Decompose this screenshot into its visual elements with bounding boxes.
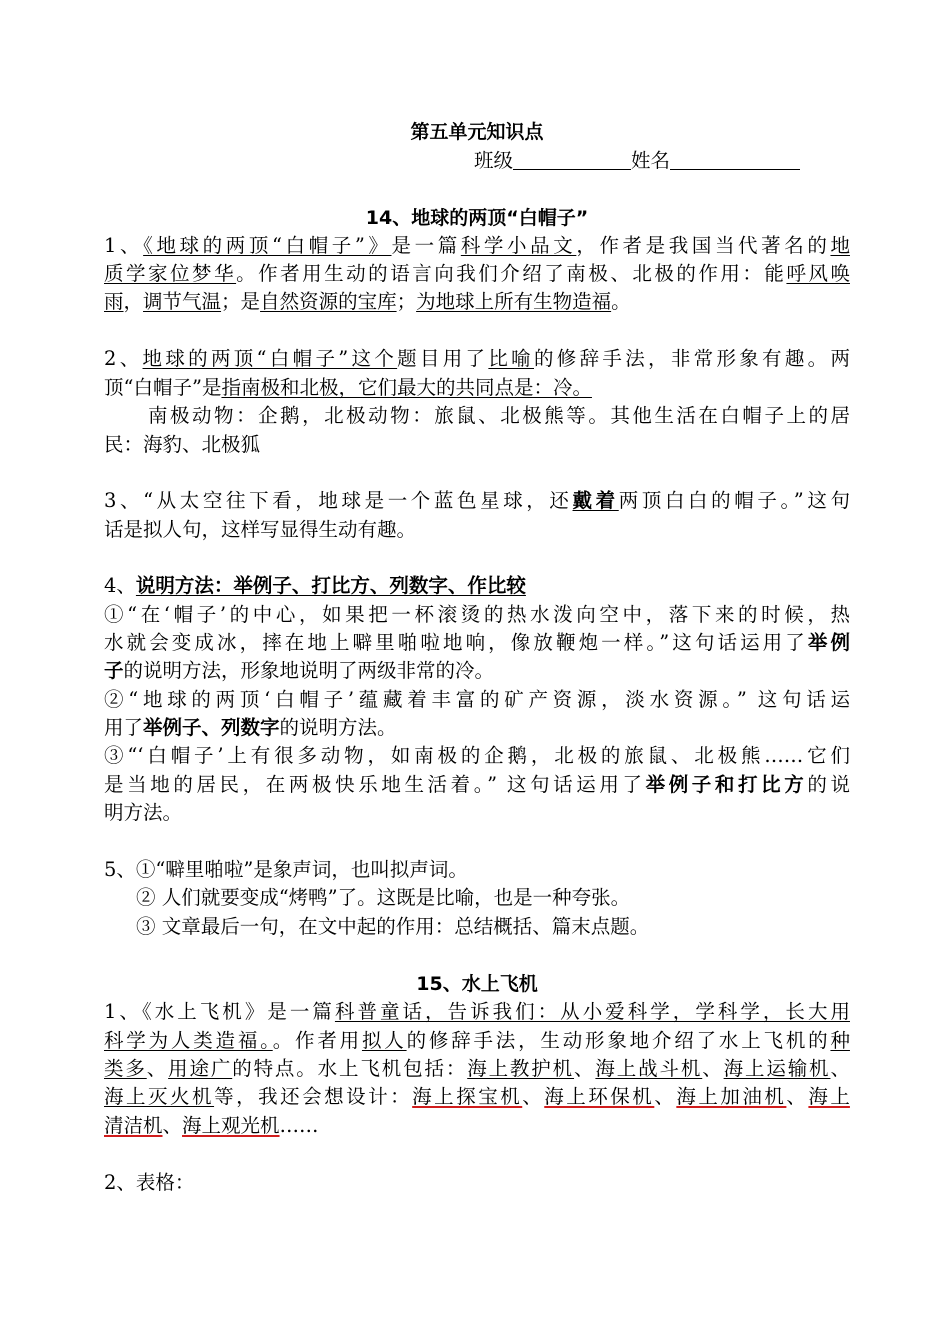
name-blank[interactable] xyxy=(670,149,800,170)
page-title: 第五单元知识点 xyxy=(410,121,544,143)
l14-p5-line3: ③ 文章最后一句，在文中起的作用：总结概括、篇末点题。 xyxy=(136,915,650,938)
name-label: 姓名 xyxy=(631,149,671,172)
l14-p5-line1: 5、①“噼里啪啦”是象声词，也叫拟声词。 xyxy=(104,858,468,881)
l14-p2-line3: 南极动物：企鹅，北极动物：旅鼠、北极熊等。其他生活在白帽子上的居 xyxy=(148,404,850,427)
l15-p1-line3: 类多、用途广的特点。水上飞机包括：海上教护机、海上战斗机、海上运输机、 xyxy=(104,1057,850,1080)
l14-p4-ex3-line3: 明方法。 xyxy=(104,801,183,824)
l15-p2: 2、表格： xyxy=(104,1171,195,1194)
l14-p1-line3: 雨，调节气温；是自然资源的宝库；为地球上所有生物造福。 xyxy=(104,290,631,313)
lesson-14-title: 14、地球的两顶“白帽子” xyxy=(365,207,589,229)
l14-p4-ex2-line2: 用了举例子、列数字的说明方法。 xyxy=(104,716,397,739)
l15-p1-line5: 清洁机、海上观光机…… xyxy=(104,1114,319,1137)
l14-p2-line1: 2、地球的两顶“白帽子”这个题目用了比喻的修辞手法，非常形象有趣。两 xyxy=(104,347,850,370)
l14-p2-line4: 民：海豹、北极狐 xyxy=(104,433,261,456)
class-label: 班级 xyxy=(474,149,514,172)
student-info-line xyxy=(474,146,850,176)
class-blank[interactable] xyxy=(513,149,631,170)
l15-p1-line1: 1、《水上飞机》是一篇科普童话，告诉我们：从小爱科学，学科学，长大用 xyxy=(104,1000,850,1023)
l14-p4-ex1-line2: 水就会变成冰，摔在地上噼里啪啦地响，像放鞭炮一样。”这句话运用了举例 xyxy=(104,631,850,654)
l14-p1-line2: 质学家位梦华。作者用生动的语言向我们介绍了南极、北极的作用：能呼风唤 xyxy=(104,262,850,285)
l14-p5-line2: ② 人们就要变成“烤鸭”了。这既是比喻，也是一种夸张。 xyxy=(136,886,631,909)
lesson-15-title: 15、水上飞机 xyxy=(416,973,538,995)
l15-p1-line2: 科学为人类造福。。作者用拟人的修辞手法，生动形象地介绍了水上飞机的种 xyxy=(104,1029,850,1052)
l14-p3-line2: 话是拟人句，这样写显得生动有趣。 xyxy=(104,518,417,541)
l14-p3-line1: 3、“从太空往下看，地球是一个蓝色星球，还戴着两顶白白的帽子。”这句 xyxy=(104,489,850,512)
l14-p4-ex1-line1: ①“在‘帽子’的中心，如果把一杯滚烫的热水泼向空中，落下来的时候，热 xyxy=(104,603,850,626)
l14-p2-line2: 顶“白帽子”是指南极和北极，它们最大的共同点是：冷。 xyxy=(104,376,592,399)
l14-p1-line1: 1、《地球的两顶“白帽子”》是一篇科学小品文，作者是我国当代著名的地 xyxy=(104,234,850,257)
l14-p4-ex3-line2: 是当地的居民，在两极快乐地生活着。” 这句话运用了举例子和打比方的说 xyxy=(104,773,850,796)
l15-p1-line4: 海上灭火机等，我还会想设计：海上探宝机、海上环保机、海上加油机、海上 xyxy=(104,1085,850,1108)
l14-p4-heading: 4、说明方法：举例子、打比方、列数字、作比较 xyxy=(104,574,526,597)
l14-p4-ex2-line1: ②“地球的两顶‘白帽子’蕴藏着丰富的矿产资源，淡水资源。” 这句话运 xyxy=(104,688,850,711)
l14-p4-ex1-line3: 子的说明方法，形象地说明了两级非常的冷。 xyxy=(104,659,495,682)
l14-p4-ex3-line1: ③“‘白帽子’上有很多动物，如南极的企鹅，北极的旅鼠、北极熊……它们 xyxy=(104,744,850,767)
